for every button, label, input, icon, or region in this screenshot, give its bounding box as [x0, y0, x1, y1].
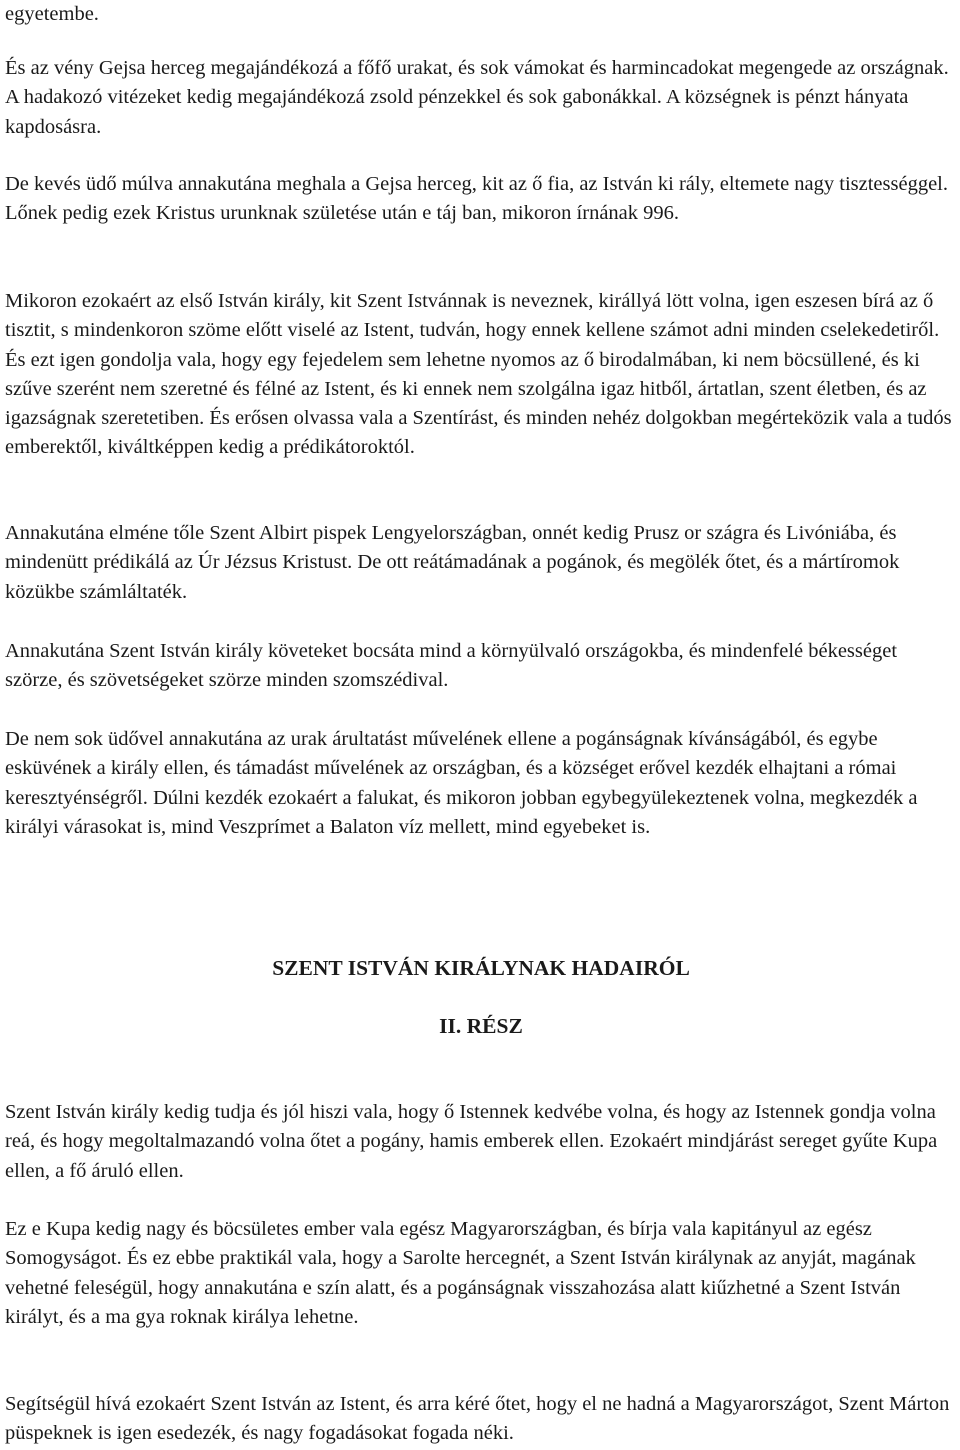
- paragraph: Szent István király kedig tudja és jól hiszi vala, hogy ő Istennek kedvébe volna, és hogy az Istennek gondja volna reá, és hogy megoltalmazandó volna őtet a pogány, hamis emberek ellen. Ezokaért mindjárást sereget gyűte Kupa ellen, a fő áruló ellen.: [5, 1101, 938, 1182]
- paragraph: Segítségül hívá ezokaért Szent István az Istent, és arra kéré őtet, hogy el ne hadná a Magyarországot, Szent Márton püspeknek is igen esedezék, és nagy fogadásokat fogada néki.: [5, 1393, 950, 1445]
- paragraph: Annakutána elméne tőle Szent Albirt pispek Lengyelországban, onnét kedig Prusz or szágra és Livóniába, és mindenütt prédikálá az Úr Jézsus Kristust. De ott reátámadának a pogánok, és megölék őtet, és a mártíromok közükbe számláltaték.: [5, 522, 900, 603]
- paragraph: De kevés üdő múlva annakutána meghala a Gejsa herceg, kit az ő fia, az István ki rály, eltemete nagy tisztességgel. Lőnek pedig ezek Kristus urunknak születése után e táj ban, mikoron írnának 996.: [5, 173, 948, 225]
- continuation-text: egyetembe.: [5, 3, 99, 25]
- paragraph: Ez e Kupa kedig nagy és böcsületes ember vala egész Magyarországban, és bírja vala kapitányul az egész Somogyságot. És ez ebbe praktikál vala, hogy a Sarolte hercegnét, a Szent István királynak az anyját, magának vehetné feleségül, hogy annakutána e szín alatt, és a pogánságnak visszahozása alatt kiűzhetné a Szent István királyt, és a ma gya roknak királya lehetne.: [5, 1218, 916, 1328]
- chapter-title: SZENT ISTVÁN KIRÁLYNAK HADAIRÓL: [272, 956, 690, 980]
- chapter-part: II. RÉSZ: [439, 1014, 523, 1038]
- paragraph: És az vény Gejsa herceg megajándékozá a főfő urakat, és sok vámokat és harmincadokat megengede az országnak. A hadakozó vitézeket kedig megajándékozá zsold pénzekkel és sok gabonákkal. A községnek is pénzt hányata kapdosásra.: [5, 57, 949, 138]
- paragraph: Mikoron ezokaért az első István király, kit Szent Istvánnak is neveznek, királlyá lött volna, igen eszesen bírá az ő tisztit, s mindenkoron szöme előtt viselé az Istent, tudván, hogy ennek kellene számot adni minden cselekedetiről. És ezt igen gondolja vala, hogy egy fejedelem sem lehetne nyomos az ő birodalmában, ki nem böcsüllené, és ki szűve szerént nem szeretné és félné az Istent, és ki ennek nem szolgálna igaz hitből, ártatlan, szent életben, és az igazságnak szeretetiben. És erősen olvassa vala a Szentírást, és minden nehéz dolgokban megérteközik vala a tudós emberektől, kiváltképpen kedig a prédikátoroktól.: [5, 290, 952, 459]
- paragraph: De nem sok üdővel annakutána az urak árultatást művelének ellene a pogánságnak kívánságából, és egybe esküvének a király ellen, és támadást művelének az országban, és a községet erővel kezdék elhajtani a római keresztyénségről. Dúlni kezdék ezokaért a falukat, és mikoron jobban egybegyülekeztenek volna, megkezdék a királyi várasokat is, mind Veszprímet a Balaton víz mellett, mind egyebeket is.: [5, 728, 918, 838]
- paragraph: Annakutána Szent István király követeket bocsáta mind a környülvaló országokba, és mindenfelé békességet szörze, és szövetségeket szörze minden szomszédival.: [5, 640, 898, 692]
